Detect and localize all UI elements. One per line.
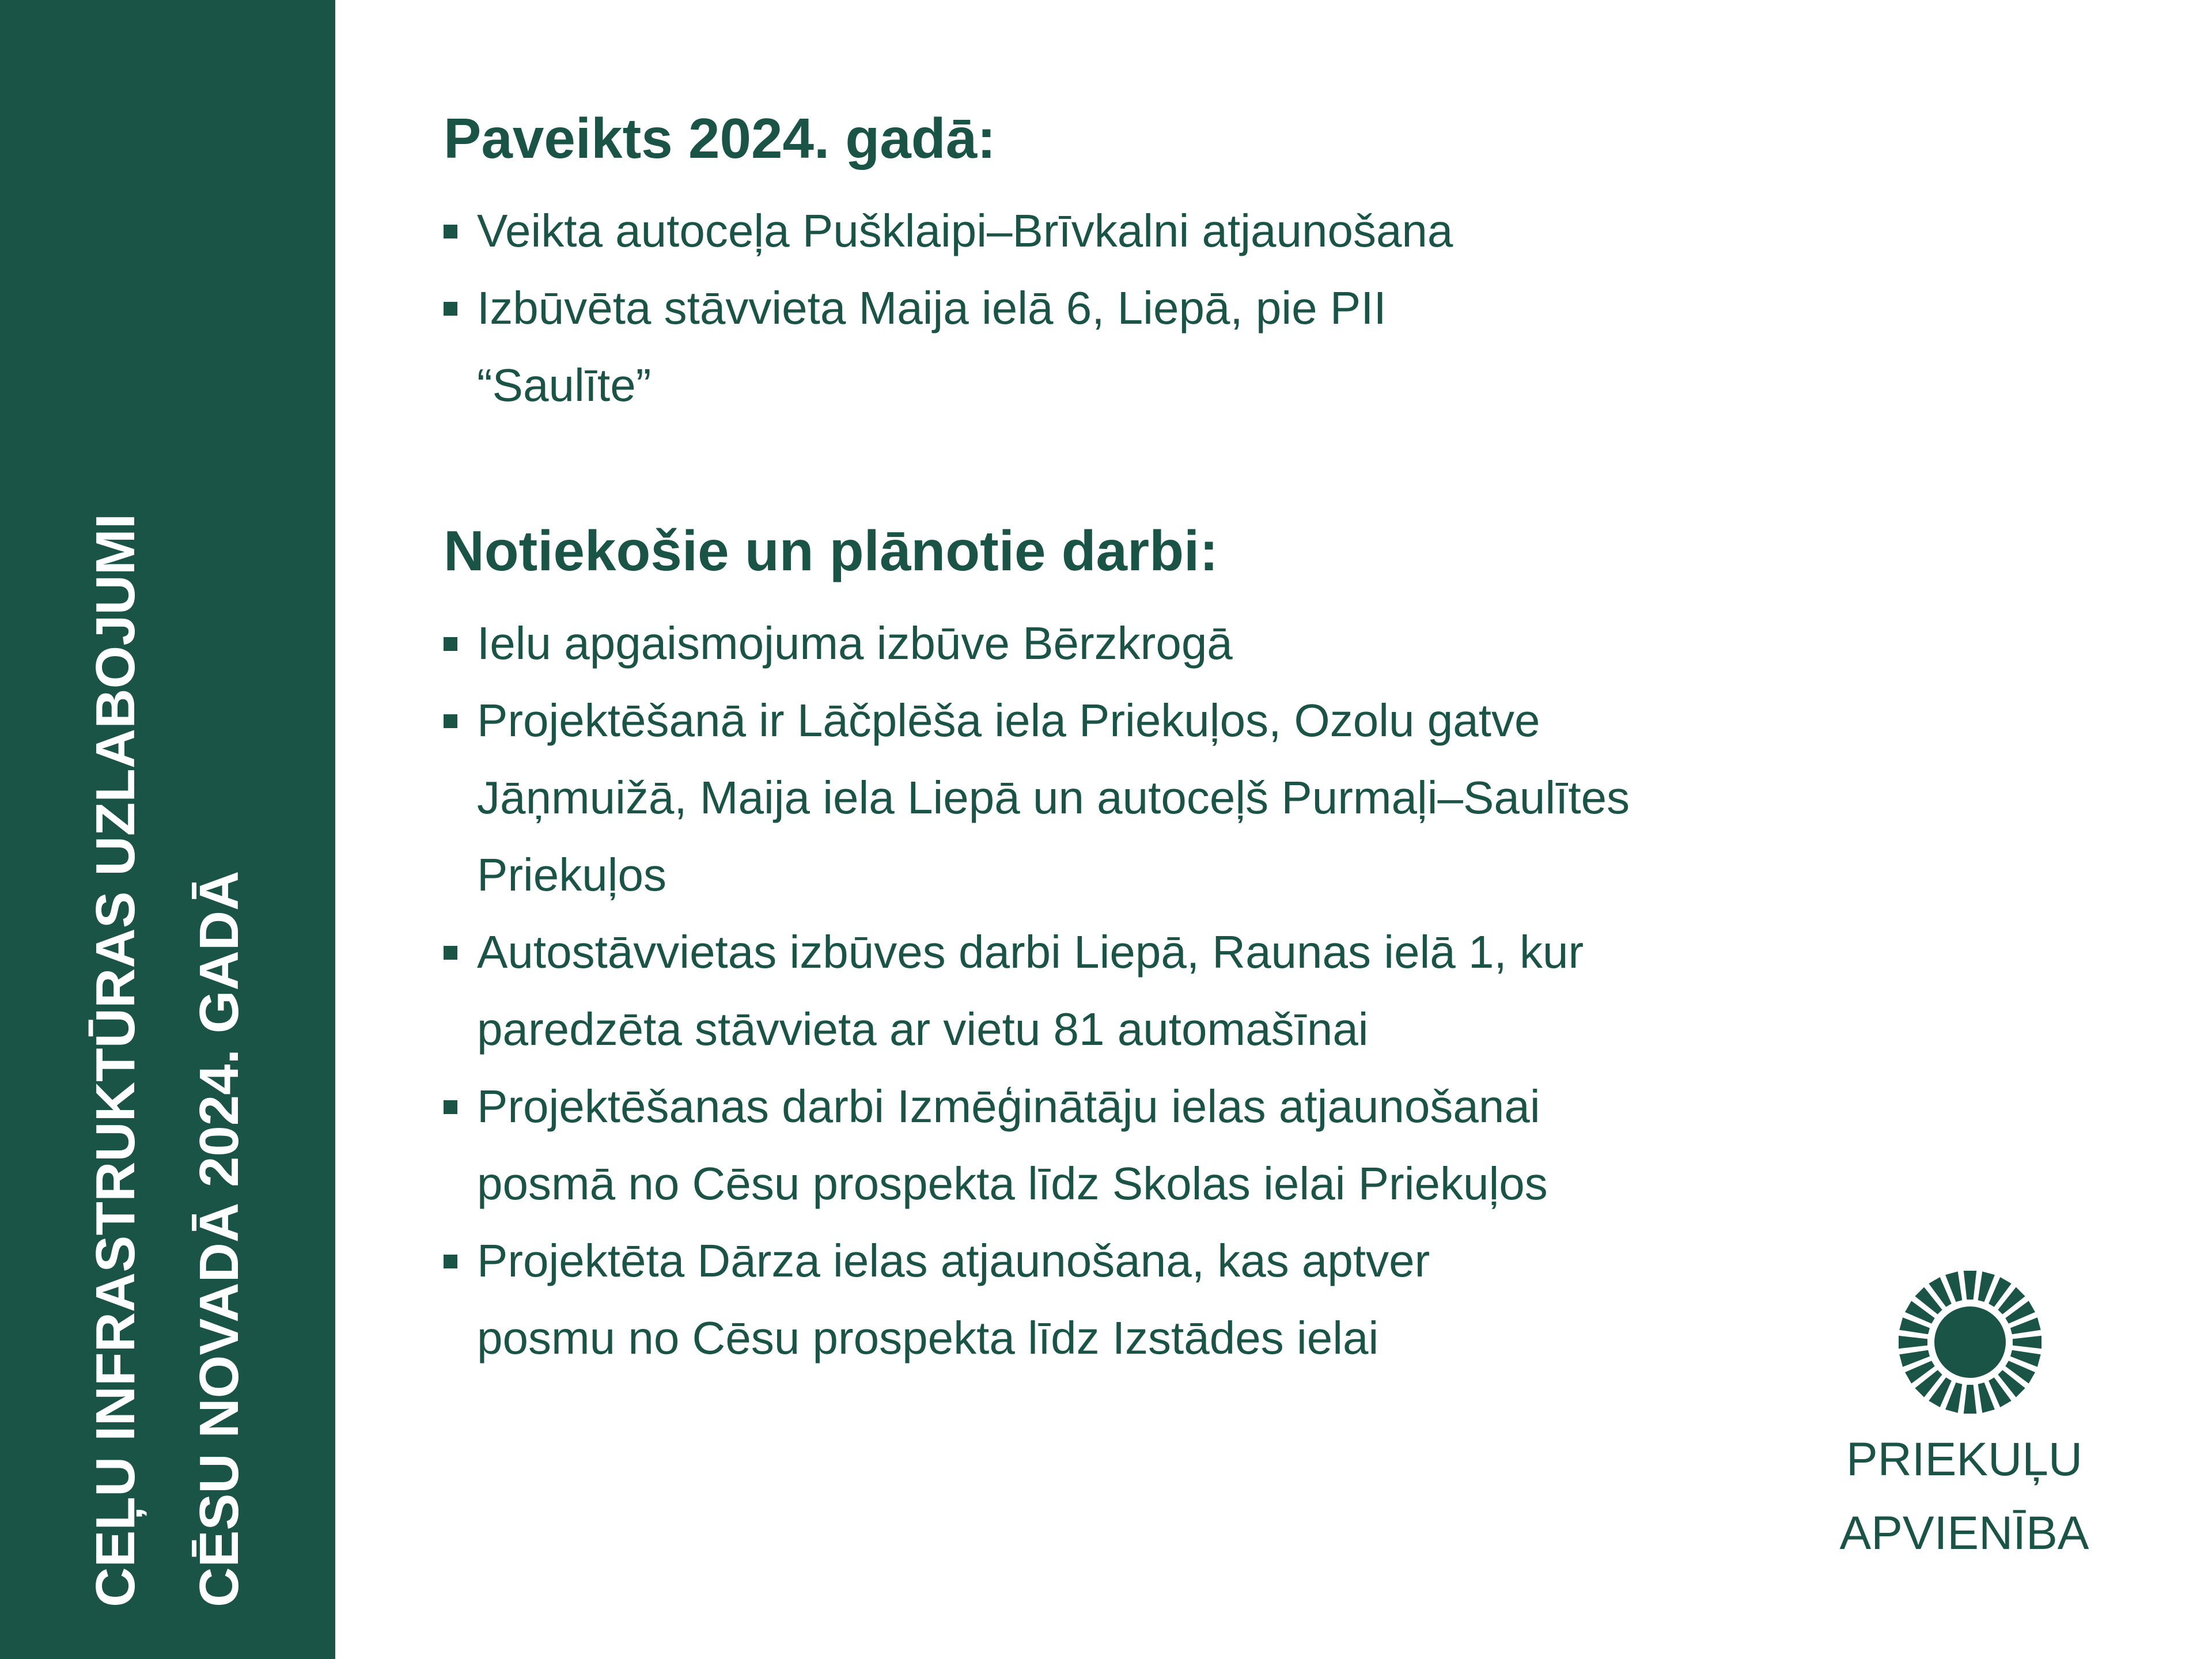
list-item: Projektēta Dārza ielas atjaunošana, kas aptver posmu no Cēsu prospekta līdz Izstādes ielai (444, 1222, 1571, 1377)
logo-text (1809, 1423, 2120, 1570)
section-heading: Notiekošie un plānotie darbi: (444, 519, 1218, 582)
section-completed (444, 98, 1740, 424)
section-planned (444, 510, 1740, 1377)
title-line-2: CĒSU NOVADĀ 2024. GADĀ (188, 870, 250, 1607)
list-item: Veikta autoceļa Pušklaipi–Brīvkalni atjaunošana (444, 192, 1740, 270)
list-item: Ielu apgaismojuma izbūve Bērzkrogā (444, 605, 1740, 682)
logo-text-line-2: APVIENĪBA (1839, 1507, 2089, 1559)
completed-list (444, 192, 1740, 424)
sidebar-panel (0, 0, 335, 1659)
main-content (444, 98, 1740, 1377)
page-title (64, 52, 271, 1607)
priekulu-apvieniba-logo (1809, 1256, 2120, 1578)
planned-list (444, 605, 1740, 1377)
list-item: Projektēšanas darbi Izmēģinātāju ielas atjaunošanai posmā no Cēsu prospekta līdz Skolas ielai Priekuļos (444, 1068, 1658, 1222)
section-heading: Paveikts 2024. gadā: (444, 107, 996, 170)
logo-text-line-1: PRIEKUĻU (1846, 1433, 2083, 1486)
list-item: Izbūvēta stāvvieta Maija ielā 6, Liepā, pie PII “Saulīte” (444, 270, 1422, 424)
list-item: Projektēšanā ir Lāčplēša iela Priekuļos, Ozolu gatve Jāņmuižā, Maija iela Liepā un autoceļš Purmaļi–Saulītes Priekuļos (444, 682, 1715, 914)
title-line-1: CEĻU INFRASTRUKTŪRAS UZLABOJUMI (85, 513, 146, 1607)
list-item: Autostāvvietas izbūves darbi Liepā, Raunas ielā 1, kur paredzēta stāvvieta ar vietu 81 automašīnai (444, 914, 1658, 1068)
sunburst-icon (1895, 1267, 2045, 1417)
